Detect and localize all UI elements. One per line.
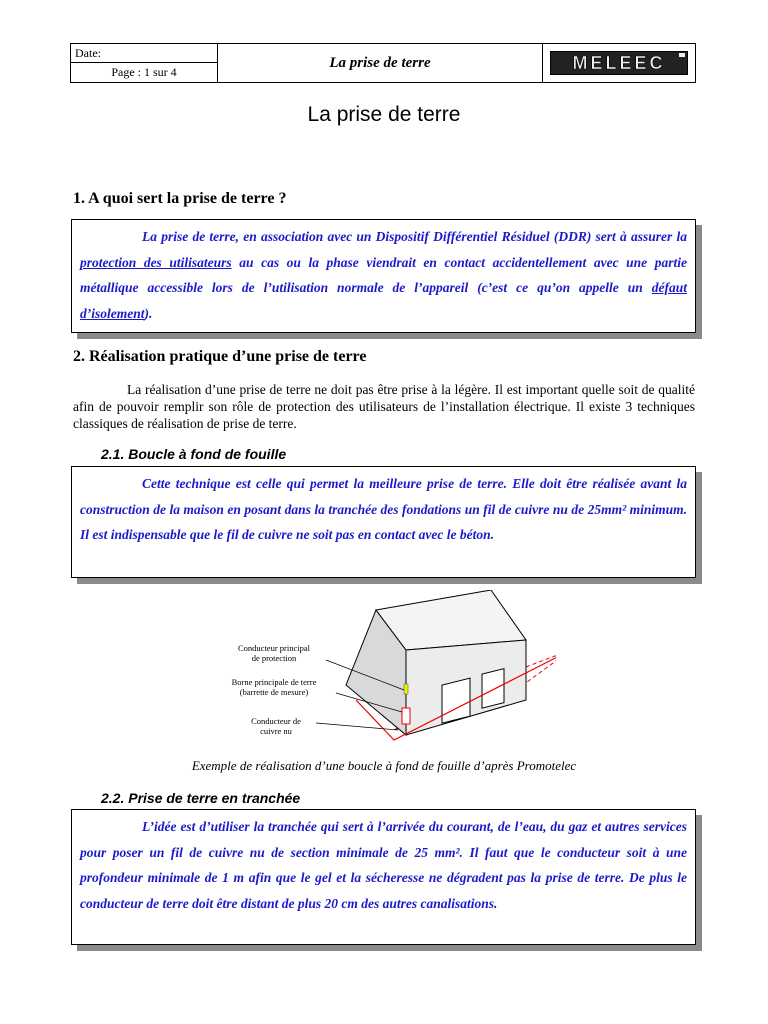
house-diagram — [226, 590, 556, 750]
leader-line-3 — [316, 723, 398, 730]
figure-caption: Exemple de réalisation d’une boucle à fond de fouille d’après Promotelec — [191, 758, 577, 773]
header-title: La prise de terre — [218, 44, 543, 82]
section2-paragraph — [73, 381, 695, 432]
header-page-number: Page : 1 sur 4 — [111, 65, 177, 79]
label-borne-principale-1: Borne principale de terre — [231, 677, 317, 687]
subsection-2-2-text: L’idée est d’utiliser la tranchée qui sert à l’arrivée du courant, de l’eau, du gaz et autres services pour poser un fil de cuivre nu de section minimale de 25 mm². Il faut que le conducteur soit à une profondeur minimale de 1 m afin que le gel et la sécheresse ne dégradent pas la prise de terre. De plus le conducteur de terre doit être distant de plus 20 cm des autres canalisations. — [80, 819, 687, 911]
earth-terminal-box — [402, 708, 410, 724]
section1-text-part3: ). — [144, 305, 153, 321]
logo-trademark-mark — [679, 53, 685, 57]
protective-conductor — [404, 684, 408, 694]
section1-text-part2: au cas ou la phase viendrait en contact accidentellement avec une partie métallique accessible lors de l’utilisation normale de l’appareil (c’est ce qu’on appelle un — [80, 254, 687, 295]
label-conducteur-cuivre-1: Conducteur de — [251, 716, 301, 726]
house-window-left — [442, 678, 470, 723]
protection-utilisateurs-text: protection des utilisateurs — [80, 254, 232, 270]
header-date: Date: — [71, 44, 217, 63]
logo-text: MELEEC — [572, 52, 666, 73]
header-left-cell — [71, 44, 218, 82]
label-conducteur-principal-2: de protection — [251, 653, 297, 663]
section1-heading: 1. A quoi sert la prise de terre ? — [73, 190, 287, 207]
subsection-2-1-text: Cette technique est celle qui permet la meilleure prise de terre. Elle doit être réalisée avant la construction de la maison en posant dans la tranchée des fondations un fil de cuivre nu de 25mm² minimum. Il est indispensable que le fil de cuivre ne soit pas en contact avec le béton. — [80, 476, 687, 542]
header-logo-cell — [543, 44, 695, 82]
label-conducteur-principal-1: Conducteur principal — [238, 643, 310, 653]
subsection-2-1-heading: 2.1. Boucle à fond de fouille — [101, 446, 287, 462]
section2-heading: 2. Réalisation pratique d’une prise de terre — [73, 348, 367, 365]
subsection-2-1-box — [71, 466, 696, 578]
house-window-right — [482, 669, 504, 708]
subsection-2-2-box — [71, 809, 696, 945]
section1-box — [71, 219, 696, 333]
section1-text-part1: La prise de terre, en association avec un Dispositif Différentiel Résiduel (DDR) sert à assurer la — [142, 229, 687, 244]
subsection-2-2-heading: 2.2. Prise de terre en tranchée — [101, 790, 301, 806]
section2-paragraph-text: La réalisation d’une prise de terre ne doit pas être prise à la légère. Il est important quelle soit de qualité afin de pouvoir remplir son rôle de protection des utilisateurs de l’installation électrique. Il existe 3 techniques classiques de réalisation de prise de terre. — [73, 382, 695, 431]
defaut-isolement-text: défaut d’isolement — [80, 280, 687, 321]
label-conducteur-cuivre-2: cuivre nu — [260, 726, 292, 736]
page-title: La prise de terre — [307, 103, 461, 126]
meleec-logo — [550, 51, 688, 75]
page-header — [70, 43, 696, 83]
label-borne-principale-2: (barrette de mesure) — [239, 687, 309, 697]
